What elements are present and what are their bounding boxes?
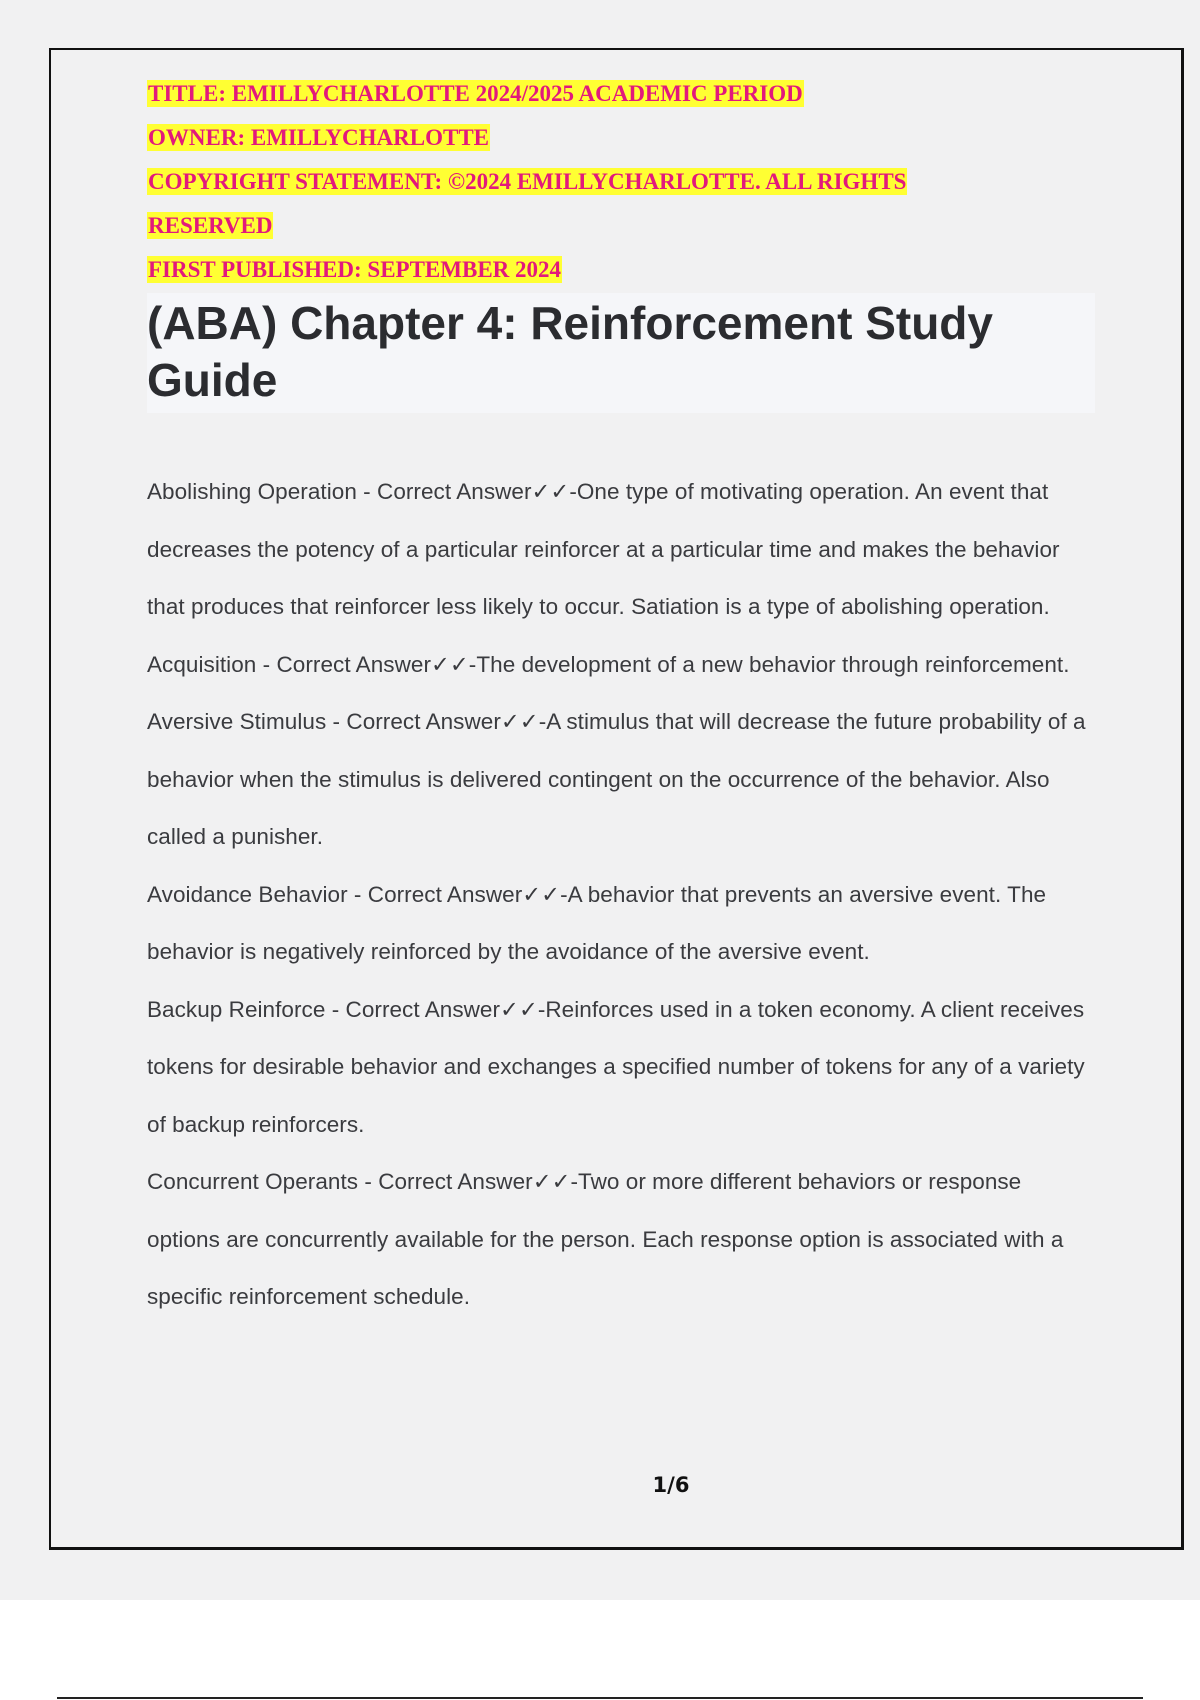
term-aversive-stimulus: Aversive Stimulus - Correct Answer✓✓-A stimulus that will decrease the future probability of a behavior when the stimulus is delivered contingent on the occurrence of the behavior. Also called a punisher. — [147, 709, 1086, 849]
owner-line-text: OWNER: EMILLYCHARLOTTE — [148, 125, 490, 150]
document-page — [49, 48, 1184, 1550]
owner-line — [147, 116, 1099, 160]
published-line — [147, 248, 1099, 292]
copyright-line — [147, 160, 1099, 204]
heading-box — [147, 293, 1095, 413]
copyright-line-text: COPYRIGHT STATEMENT: ©2024 EMILLYCHARLOTTE. ALL RIGHTS — [148, 169, 907, 194]
page-content — [147, 72, 1099, 1326]
next-page-top-border — [57, 1697, 1143, 1699]
copyright-line-continued-text: RESERVED — [148, 213, 273, 238]
term-avoidance-behavior: Avoidance Behavior - Correct Answer✓✓-A behavior that prevents an aversive event. The behavior is negatively reinforced by the avoidance of the aversive event. — [147, 881, 1047, 964]
term-abolishing-operation: Abolishing Operation - Correct Answer✓✓-One type of motivating operation. An event that decreases the potency of a particular reinforcer at a particular time and makes the behavior that produces that reinforcer less likely to occur. Satiation is a type of abolishing operation. — [147, 479, 1060, 619]
published-line-text: FIRST PUBLISHED: SEPTEMBER 2024 — [148, 257, 562, 282]
term-backup-reinforce: Backup Reinforce - Correct Answer✓✓-Reinforces used in a token economy. A client receives tokens for desirable behavior and exchanges a specified number of tokens for any of a variety of backup reinforcers. — [147, 996, 1085, 1137]
term-concurrent-operants: Concurrent Operants - Correct Answer✓✓-Two or more different behaviors or response options are concurrently available for the person. Each response option is associated with a specific reinforcement schedule. — [147, 1169, 1064, 1309]
title-line — [147, 72, 1099, 116]
title-line-text: TITLE: EMILLYCHARLOTTE 2024/2025 ACADEMIC PERIOD — [148, 81, 803, 106]
term-acquisition: Acquisition - Correct Answer✓✓-The development of a new behavior through reinforcement. — [147, 651, 1070, 677]
page-number: 1/6 — [652, 1473, 690, 1497]
copyright-line-continued — [147, 204, 1099, 248]
term-list — [147, 463, 1099, 1326]
document-heading: (ABA) Chapter 4: Reinforcement Study Guide — [147, 297, 993, 406]
